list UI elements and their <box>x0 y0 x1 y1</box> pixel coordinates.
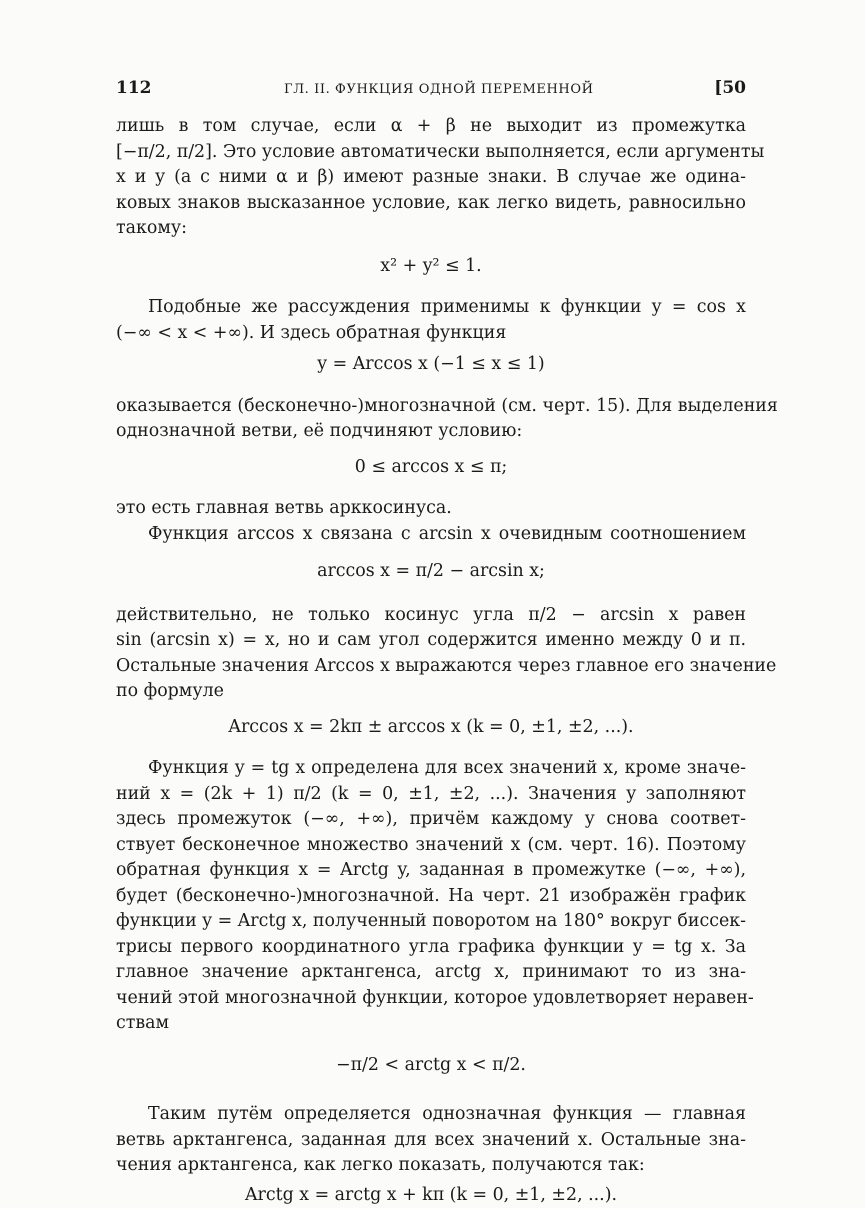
text-line: Функция y = tg x определена для всех значений x, кроме значе- <box>116 756 746 782</box>
formula-arctg-general: Arctg x = arctg x + kπ (k = 0, ±1, ±2, ...). <box>116 1183 746 1208</box>
text-line: оказывается (бесконечно-)многозначной (см. черт. 15). Для выделения <box>116 394 746 420</box>
text-line: sin (arcsin x) = x, но и сам угол содержится именно между 0 и π. <box>116 628 746 654</box>
paragraph-5 <box>116 603 746 705</box>
text-line: трисы первого координатного угла графика функции y = tg x. За <box>116 935 746 961</box>
text-line: однозначной ветви, её подчиняют условию: <box>116 419 746 445</box>
text-line: будет (бесконечно-)многозначной. На черт. 21 изображён график <box>116 884 746 910</box>
text-line: функции y = Arctg x, полученный поворотом на 180° вокруг биссек- <box>116 909 746 935</box>
paragraph-6 <box>116 756 746 1037</box>
text-line: обратная функция x = Arctg y, заданная в промежутке (−∞, +∞), <box>116 858 746 884</box>
paragraph-7 <box>116 1102 746 1179</box>
text-line: ветвь арктангенса, заданная для всех значений x. Остальные зна- <box>116 1128 746 1154</box>
text-line: [−π/2, π/2]. Это условие автоматически выполняется, если аргументы <box>116 140 746 166</box>
formula-arccos-range: 0 ≤ arccos x ≤ π; <box>116 455 746 481</box>
text-line: это есть главная ветвь арккосинуса. <box>116 496 746 522</box>
formula-arccos-general: Arccos x = 2kπ ± arccos x (k = 0, ±1, ±2, ...). <box>116 715 746 741</box>
book-page <box>116 72 746 1208</box>
text-line: такому: <box>116 216 746 242</box>
text-line: чения арктангенса, как легко показать, получаются так: <box>116 1153 746 1179</box>
text-line: Подобные же рассуждения применимы к функции y = cos x <box>116 295 746 321</box>
paragraph-1 <box>116 114 746 242</box>
text-line: Функция arccos x связана с arcsin x очевидным соотношением <box>116 522 746 548</box>
text-line: чений этой многозначной функции, которое удовлетворяет неравен- <box>116 986 746 1012</box>
text-line: по формуле <box>116 679 746 705</box>
paragraph-2 <box>116 295 746 346</box>
text-line: ний x = (2k + 1) π/2 (k = 0, ±1, ±2, ...). Значения y заполняют <box>116 782 746 808</box>
text-line: ствует бесконечное множество значений x (см. черт. 16). Поэтому <box>116 833 746 859</box>
text-line: ствам <box>116 1011 746 1037</box>
formula-arctg-range: −π/2 < arctg x < π/2. <box>116 1053 746 1079</box>
text-line: Остальные значения Arccos x выражаются через главное его значение <box>116 654 746 680</box>
text-line: Таким путём определяется однозначная функция — главная <box>116 1102 746 1128</box>
text-line: (−∞ < x < +∞). И здесь обратная функция <box>116 321 746 347</box>
paragraph-4 <box>116 496 746 547</box>
text-line: главное значение арктангенса, arctg x, принимают то из зна- <box>116 960 746 986</box>
paragraph-3 <box>116 394 746 445</box>
text-line: x и y (а с ними α и β) имеют разные знаки. В случае же одина- <box>116 165 746 191</box>
text-line: здесь промежуток (−∞, +∞), причём каждому y снова соответ- <box>116 807 746 833</box>
formula-arccos-definition: y = Arccos x (−1 ≤ x ≤ 1) <box>116 352 746 378</box>
chapter-title: ГЛ. II. ФУНКЦИЯ ОДНОЙ ПЕРЕМЕННОЙ <box>284 82 594 97</box>
text-line: действительно, не только косинус угла π/2 − arcsin x равен <box>116 603 746 629</box>
running-header <box>116 72 746 108</box>
page-number: 112 <box>116 78 152 98</box>
section-number: [50 <box>714 78 746 98</box>
text-line: ковых знаков высказанное условие, как легко видеть, равносильно <box>116 191 746 217</box>
formula-unit-circle: x² + y² ≤ 1. <box>116 254 746 280</box>
formula-arccos-arcsin: arccos x = π/2 − arcsin x; <box>116 559 746 585</box>
text-line: лишь в том случае, если α + β не выходит из промежутка <box>116 114 746 140</box>
